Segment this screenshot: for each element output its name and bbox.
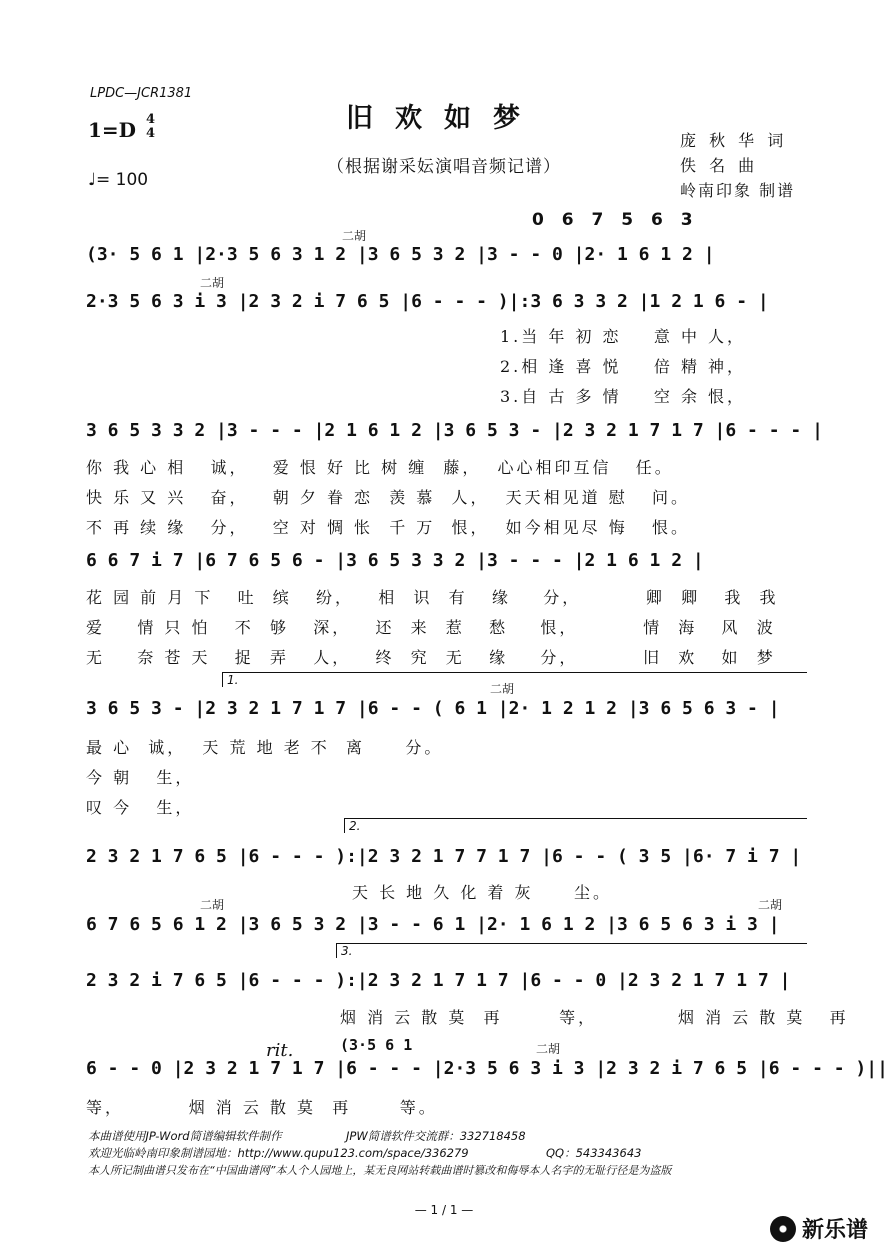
credit-lyricist: 庞 秋 华 词 [680,131,788,150]
lyric-verse2-b: 快 乐 又 兴 奋， 朝 夕 眷 恋 羡 慕 人， 天天相见道 慰 问。 [86,488,690,507]
footer-website: 欢迎光临岭南印象制谱园地：http://www.qupu123.com/space/336279 [88,1146,469,1160]
lyric-verse3-a: 3.自 古 多 情 空 余 恨， [500,387,747,406]
lyric-verse3-b: 不 再 续 缘 分， 空 对 惆 怅 千 万 恨， 如今相见尽 悔 恨。 [86,518,690,537]
pickup-notes: 0 6 7 5 6 3 [532,210,699,230]
erhu-label: 二胡 [342,229,367,243]
brand-name: 新乐谱 [801,1218,868,1243]
footer-notice: 本人所记制曲谱只发布在“中国曲谱网”本人个人园地上，某无良网站转载曲谱时篡改和侮辱本人名字的无耻行径是为盗版 [88,1164,672,1177]
score-row-7: 6 7 6 5 6 1 2 |3 6 5 3 2 |3 - - 6 1 |2· 1 6 1 2 |3 6 5 6 3 i 3 | [86,914,780,935]
brand-logo [770,1213,868,1244]
key-signature: 1=D [88,118,137,142]
volta-1: 1. [222,672,807,687]
score-row-3: 3 6 5 3 3 2 |3 - - - |2 1 6 1 2 |3 6 5 3 - |2 3 2 1 7 1 7 |6 - - - | [86,420,823,441]
score-row-8: 2 3 2 i 7 6 5 |6 - - - ):|2 3 2 1 7 1 7 |6 - - 0 |2 3 2 1 7 1 7 | [86,970,791,991]
lyric-verse2-c: 爱 情 只 怕 不 够 深， 还 来 惹 愁 恨， 情 海 风 波 [86,618,776,637]
coda-notes: (3·5 6 1 [340,1036,413,1054]
record-icon [770,1216,796,1242]
lyric-verse2-d: 今 朝 生， [86,768,195,787]
score-row-1: (3· 5 6 1 |2·3 5 6 3 1 2 |3 6 5 3 2 |3 - - 0 |2· 1 6 1 2 | [86,244,715,265]
score-row-2: 2·3 5 6 3 i 3 |2 3 2 i 7 6 5 |6 - - - )|:3 6 3 3 2 |1 2 1 6 - | [86,291,769,312]
lyric-verse1-d: 最 心 诚， 天 荒 地 老 不 离 分。 [86,738,444,757]
song-subtitle: （根据谢采妘演唱音频记谱） [327,157,561,177]
meter-bottom: 4 [146,126,156,141]
lyric-verse1-b: 你 我 心 相 诚， 爱 恨 好 比 树 缠 藤， 心心相印互信 任。 [86,458,674,477]
erhu-label: 二胡 [200,898,225,912]
score-row-9: 6 - - 0 |2 3 2 1 7 1 7 |6 - - - |2·3 5 6 3 i 3 |2 3 2 i 7 6 5 |6 - - - )|| [86,1058,888,1079]
score-row-4: 6 6 7 i 7 |6 7 6 5 6 - |3 6 5 3 3 2 |3 - - - |2 1 6 1 2 | [86,550,704,571]
lyric-verse3-f: 烟 消 云 散 莫 再 等， 烟 消 云 散 莫 再 [340,1008,849,1027]
tempo-mark: ♩= 100 [88,170,149,190]
score-row-6: 2 3 2 1 7 6 5 |6 - - - ):|2 3 2 1 7 7 1 7 |6 - - ( 3 5 |6· 7 i 7 | [86,846,802,867]
lyric-verse2-a: 2.相 逢 喜 悦 倍 精 神， [500,357,747,376]
lyric-verse3-c: 无 奈 苍 天 捉 弄 人， 终 究 无 缘 分， 旧 欢 如 梦 [86,648,776,667]
credit-arranger: 岭南印象 制谱 [680,181,796,200]
footer-group: JPW简谱软件交流群：332718458 [346,1129,526,1143]
erhu-label: 二胡 [200,276,225,290]
volta-3: 3. [336,943,807,958]
page-number: — 1 / 1 — [414,1203,474,1217]
lyric-verse3-g: 等， 烟 消 云 散 莫 再 等。 [86,1098,438,1117]
time-signature [146,113,155,141]
lyric-verse1-c: 花 园 前 月 下 吐 缤 纷， 相 识 有 缘 分， 卿 卿 我 我 [86,588,779,607]
credit-composer: 佚 名 曲 [680,156,759,175]
lyric-verse3-d: 叹 今 生， [86,798,195,817]
rit-mark: rit. [266,1040,294,1061]
volta-2: 2. [344,818,807,833]
song-title: 旧欢如梦 [346,103,542,134]
erhu-label: 二胡 [536,1042,561,1056]
footer-qq: QQ：543343643 [546,1146,642,1160]
erhu-label: 二胡 [758,898,783,912]
score-code: LPDC—JCR1381 [90,86,193,101]
lyric-verse1-a: 1.当 年 初 恋 意 中 人， [500,327,747,346]
meter-top: 4 [146,112,156,127]
erhu-label: 二胡 [490,682,515,696]
lyric-verse1-e: 天 长 地 久 化 着 灰 尘。 [352,883,612,902]
footer-software: 本曲谱使用JP-Word简谱编辑软件制作 [88,1129,282,1143]
score-row-5: 3 6 5 3 - |2 3 2 1 7 1 7 |6 - - ( 6 1 |2· 1 2 1 2 |3 6 5 6 3 - | [86,698,780,719]
